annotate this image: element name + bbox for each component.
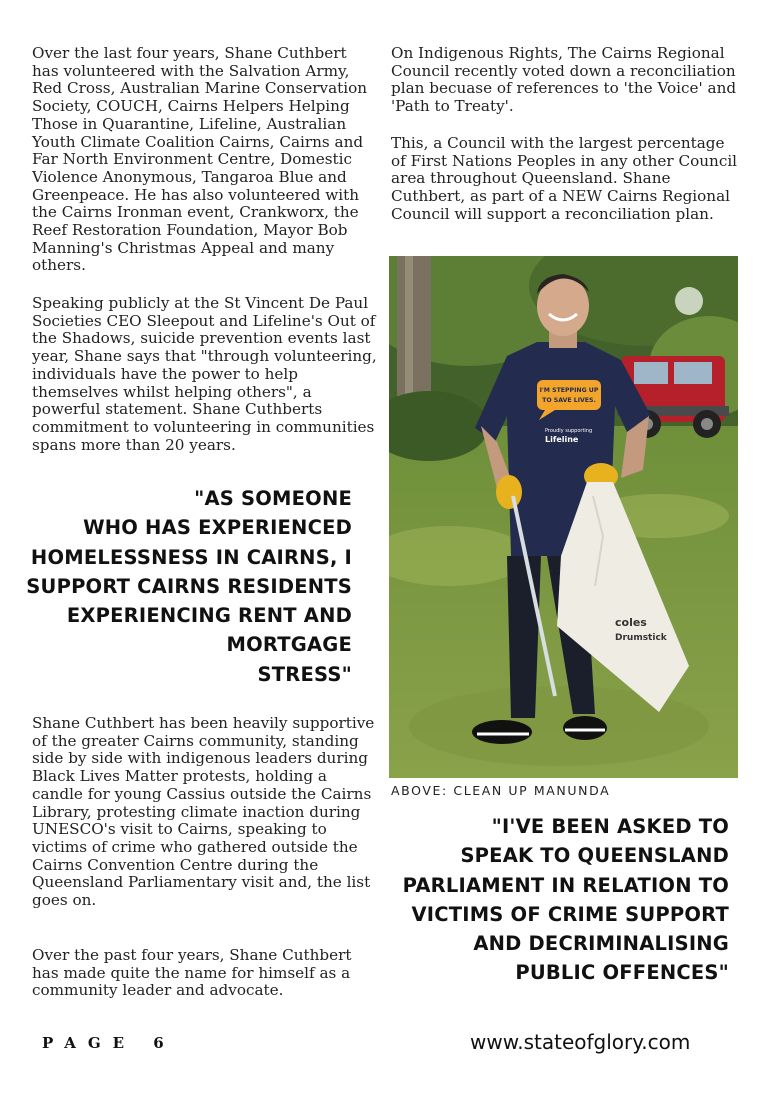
shirt-bubble-line1: I'M STEPPING UP	[539, 387, 599, 394]
shirt-small-text: Proudly supporting	[545, 428, 593, 434]
left-paragraph-volunteering: Over the last four years, Shane Cuthbert has volunteered with the Salvation Army, Red Cross, Australian Marine Conservation Society, COUCH, Cairns Helpers Helping Those in Quarantine, Lifeline, Australian Youth Climate Coalition Cairns, Cairns and Far North Environment Centre, Domestic Violence Anonymous, Tangaroa Blue and Greenpeace. He has also volunteered with the Cairns Ironman event, Crankworx, the Reef Restoration Foundation, Mayor Bob Manning's Christmas Appeal and many others.	[32, 44, 368, 275]
left-paragraph-speaking: Speaking publicly at the St Vincent De Paul Societies CEO Sleepout and Lifeline's Out of the Shadows, suicide prevention events last year, Shane says that "through volunteering, individuals have the power to help themselves whilst helping others", a powerful statement. Shane Cuthberts commitment to volunteering in communities spans more than 20 years.	[32, 294, 377, 454]
photo-clean-up-manunda	[389, 256, 738, 778]
page-number: PAGE 6	[42, 1034, 176, 1052]
right-paragraph-indigenous: On Indigenous Rights, The Cairns Regional Council recently voted down a reconciliation plan becuase of references to 'the Voice' and 'Path to Treaty'.	[391, 44, 737, 116]
pull-quote-parliament: "I'VE BEEN ASKED TO SPEAK TO QUEENSLAND PARLIAMENT IN RELATION TO VICTIMS OF CRIME SUPPORT AND DECRIMINALISING PUBLIC OFFENCES"	[402, 815, 729, 985]
pull-quote-homelessness: "AS SOMEONE WHO HAS EXPERIENCED HOMELESSNESS IN CAIRNS, I SUPPORT CAIRNS RESIDENTS EXPERIENCING RENT AND MORTGAGE STRESS"	[26, 487, 352, 686]
right-paragraph-council: This, a Council with the largest percentage of First Nations Peoples in any other Council area throughout Queensland. Shane Cuthbert, as part of a NEW Cairns Regional Council will support a reconciliation plan.	[391, 134, 738, 223]
bag-text-coles: coles	[615, 616, 647, 629]
photo-illustration	[389, 256, 738, 778]
left-paragraph-leader: Over the past four years, Shane Cuthbert has made quite the name for himself as a community leader and advocate.	[32, 946, 352, 1000]
left-paragraph-community: Shane Cuthbert has been heavily supportive of the greater Cairns community, standing side by side with indigenous leaders during Black Lives Matter protests, holding a candle for young Cassius outside the Cairns Library, protesting climate inaction during UNESCO's visit to Cairns, speaking to victims of crime who gathered outside the Cairns Convention Centre during the Queensland Parliamentary visit and, the list goes on.	[32, 714, 375, 910]
shirt-bubble-line2: TO SAVE LIVES.	[542, 397, 596, 404]
shirt-brand-text: Lifeline	[545, 435, 579, 444]
photo-caption: ABOVE: CLEAN UP MANUNDA	[391, 783, 611, 798]
website-url: www.stateofglory.com	[470, 1030, 691, 1054]
bag-text-drumstick: Drumstick	[615, 633, 667, 643]
shirt-speech-bubble	[537, 380, 601, 410]
